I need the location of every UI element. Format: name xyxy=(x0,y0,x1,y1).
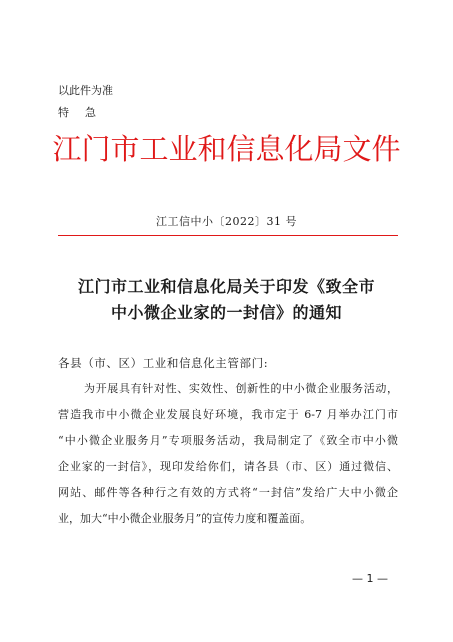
body-line-5: 网站、邮件等各种行之有效的方式将“一封信”发给广大中小微企 xyxy=(58,486,398,499)
body-line-4: 企业家的一封信》，现印发给你们，请各县（市、区）通过微信、 xyxy=(58,460,398,473)
body-line-2: 营造我市中小微企业发展良好环境，我市定于 6-7 月举办江门市 xyxy=(58,408,398,421)
page-number: — 1 — xyxy=(352,572,388,585)
document-title-line-2: 中小微企业家的一封信》的通知 xyxy=(110,303,342,322)
organization-header: 江门市工业和信息化局文件 xyxy=(52,132,401,166)
body-line-3: “中小微企业服务月”专项服务活动，我局制定了《致全市中小微 xyxy=(58,434,398,447)
document-number: 江工信中小〔2022〕31 号 xyxy=(156,215,297,228)
document-title-line-1: 江门市工业和信息化局关于印发《致全市 xyxy=(77,277,375,296)
red-divider-line xyxy=(58,235,398,236)
validity-note: 以此件为准 xyxy=(58,84,113,97)
body-line-6: 业，加大“中小微企业服务月”的宣传力度和覆盖面。 xyxy=(58,512,312,525)
salutation: 各县（市、区）工业和信息化主管部门: xyxy=(58,356,269,370)
body-line-1: 为开展具有针对性、实效性、创新性的中小微企业服务活动， xyxy=(84,382,398,395)
urgency-label: 特急 xyxy=(58,106,112,119)
